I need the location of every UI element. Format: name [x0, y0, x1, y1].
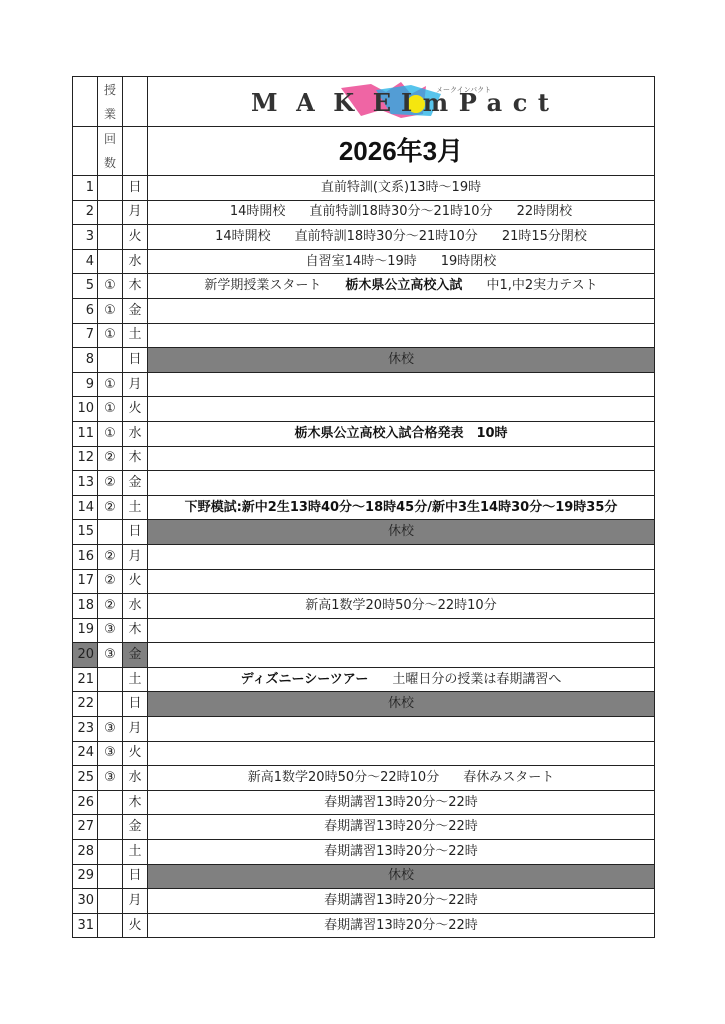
weekday: 水 — [123, 249, 148, 274]
event-cell — [148, 618, 655, 643]
event-text: 中1,中2実力テスト — [486, 278, 598, 294]
lesson-count — [98, 200, 123, 225]
event-cell — [148, 840, 655, 865]
lesson-count: ① — [98, 274, 123, 299]
day-number: 12 — [73, 446, 98, 471]
weekday: 金 — [123, 643, 148, 668]
weekday: 火 — [123, 397, 148, 422]
day-number: 28 — [73, 840, 98, 865]
event-cell — [148, 446, 655, 471]
event-text: 22時閉校 — [516, 204, 573, 220]
event-cell — [148, 913, 655, 938]
weekday: 月 — [123, 372, 148, 397]
day-number: 7 — [73, 323, 98, 348]
event-text: 19時閉校 — [440, 253, 497, 269]
table-row — [73, 176, 655, 201]
lesson-count: ① — [98, 397, 123, 422]
event-text: 新高1数学20時50分〜22時10分 — [305, 597, 497, 613]
weekday: 月 — [123, 200, 148, 225]
lesson-count-label-top — [98, 77, 123, 127]
event-cell — [148, 495, 655, 520]
closed-label: 休校 — [387, 696, 414, 712]
lesson-count — [98, 520, 123, 545]
table-row — [73, 594, 655, 619]
event-text: 栃木県公立高校入試 — [345, 278, 463, 294]
lesson-count: ③ — [98, 717, 123, 742]
event-cell — [148, 790, 655, 815]
weekday: 月 — [123, 544, 148, 569]
event-cell — [148, 643, 655, 668]
event-cell — [148, 717, 655, 742]
weekday: 日 — [123, 348, 148, 373]
lesson-count: ② — [98, 471, 123, 496]
table-row — [73, 348, 655, 373]
table-row — [73, 889, 655, 914]
weekday: 日 — [123, 692, 148, 717]
day-number: 22 — [73, 692, 98, 717]
day-number: 27 — [73, 815, 98, 840]
weekday: 火 — [123, 225, 148, 250]
lesson-count — [98, 790, 123, 815]
table-row — [73, 200, 655, 225]
header-blank — [73, 77, 98, 127]
event-cell — [148, 569, 655, 594]
table-row — [73, 643, 655, 668]
table-row — [73, 397, 655, 422]
event-cell — [148, 298, 655, 323]
day-number: 14 — [73, 495, 98, 520]
event-text: 土曜日分の授業は春期講習へ — [392, 671, 562, 687]
day-number: 31 — [73, 913, 98, 938]
lesson-count — [98, 864, 123, 889]
day-number: 29 — [73, 864, 98, 889]
lesson-count — [98, 348, 123, 373]
table-row — [73, 913, 655, 938]
event-text: 直前特訓(文系)13時〜19時 — [320, 179, 482, 195]
table-row — [73, 323, 655, 348]
event-text: 春休みスタート — [463, 770, 555, 786]
day-number: 4 — [73, 249, 98, 274]
event-text: 新学期授業スタート — [204, 278, 322, 294]
lesson-count — [98, 225, 123, 250]
event-text: 直前特訓18時30分〜21時10分 — [294, 228, 478, 244]
lesson-count — [98, 249, 123, 274]
header-blank — [123, 77, 148, 127]
day-number: 6 — [73, 298, 98, 323]
header-row-logo — [73, 77, 655, 127]
table-row — [73, 274, 655, 299]
closed-label: 休校 — [387, 524, 414, 540]
table-row — [73, 544, 655, 569]
make-impact-logo — [251, 80, 551, 120]
day-number: 1 — [73, 176, 98, 201]
closed-label: 休校 — [387, 351, 414, 367]
lesson-count: ③ — [98, 741, 123, 766]
day-number: 30 — [73, 889, 98, 914]
event-text: 14時開校 — [229, 204, 286, 220]
weekday: 火 — [123, 913, 148, 938]
lesson-count: ② — [98, 446, 123, 471]
table-row — [73, 249, 655, 274]
weekday: 水 — [123, 594, 148, 619]
event-cell — [148, 889, 655, 914]
day-number: 23 — [73, 717, 98, 742]
event-text: 春期講習13時20分〜22時 — [324, 819, 478, 835]
weekday: 火 — [123, 569, 148, 594]
table-row — [73, 717, 655, 742]
event-cell — [148, 815, 655, 840]
weekday: 日 — [123, 176, 148, 201]
weekday: 月 — [123, 717, 148, 742]
header-row-title — [73, 127, 655, 176]
day-number: 25 — [73, 766, 98, 791]
event-text: 新高1数学20時50分〜22時10分 — [247, 770, 440, 786]
day-number: 26 — [73, 790, 98, 815]
weekday: 木 — [123, 618, 148, 643]
event-text: 春期講習13時20分〜22時 — [324, 917, 478, 933]
table-row — [73, 471, 655, 496]
label-char: 回 — [103, 132, 116, 146]
table-row — [73, 790, 655, 815]
lesson-count: ① — [98, 323, 123, 348]
event-cell — [148, 421, 655, 446]
event-text: 下野模試:新中2生13時40分〜18時45分/新中3生14時30分〜19時35分 — [184, 499, 618, 515]
day-number: 18 — [73, 594, 98, 619]
event-text: ディズニーシーツアー — [240, 671, 369, 687]
day-number: 9 — [73, 372, 98, 397]
table-row — [73, 372, 655, 397]
table-row — [73, 766, 655, 791]
event-cell — [148, 225, 655, 250]
schedule-table — [72, 76, 655, 938]
day-number: 3 — [73, 225, 98, 250]
table-row — [73, 618, 655, 643]
day-number: 5 — [73, 274, 98, 299]
event-cell — [148, 176, 655, 201]
closed-label: 休校 — [387, 868, 414, 884]
event-cell — [148, 692, 655, 717]
svg-text:MAKE: MAKE — [251, 87, 391, 117]
lesson-count: ① — [98, 372, 123, 397]
weekday: 金 — [123, 471, 148, 496]
event-cell — [148, 766, 655, 791]
weekday: 木 — [123, 274, 148, 299]
event-text: 栃木県公立高校入試合格発表 10時 — [294, 425, 508, 441]
weekday: 土 — [123, 495, 148, 520]
event-cell — [148, 323, 655, 348]
lesson-count: ② — [98, 544, 123, 569]
day-number: 17 — [73, 569, 98, 594]
label-char: 授 — [103, 82, 116, 97]
weekday: 土 — [123, 323, 148, 348]
event-cell — [148, 372, 655, 397]
event-cell — [148, 667, 655, 692]
day-number: 24 — [73, 741, 98, 766]
table-row — [73, 840, 655, 865]
table-row — [73, 495, 655, 520]
event-text: 自習室14時〜19時 — [305, 253, 417, 269]
event-text: 直前特訓18時30分〜21時10分 — [309, 204, 493, 220]
lesson-count: ② — [98, 594, 123, 619]
weekday: 金 — [123, 815, 148, 840]
event-cell — [148, 249, 655, 274]
table-row — [73, 692, 655, 717]
lesson-count: ③ — [98, 643, 123, 668]
logo-cell — [148, 77, 655, 127]
header-blank — [123, 127, 148, 176]
table-row — [73, 446, 655, 471]
header-blank — [73, 127, 98, 176]
table-row — [73, 667, 655, 692]
event-text: 21時15分閉校 — [501, 228, 587, 244]
event-cell — [148, 274, 655, 299]
event-cell — [148, 348, 655, 373]
event-cell — [148, 397, 655, 422]
lesson-count — [98, 176, 123, 201]
day-number: 15 — [73, 520, 98, 545]
lesson-count: ② — [98, 569, 123, 594]
label-char: 数 — [103, 156, 116, 170]
event-text: 春期講習13時20分〜22時 — [324, 794, 478, 810]
svg-text:メークインパクト: メークインパクト — [436, 85, 492, 94]
table-row — [73, 741, 655, 766]
event-cell — [148, 594, 655, 619]
event-text: 春期講習13時20分〜22時 — [324, 893, 478, 909]
event-cell — [148, 471, 655, 496]
page-title: 2026年3月 — [148, 127, 655, 176]
table-row — [73, 569, 655, 594]
weekday: 木 — [123, 790, 148, 815]
lesson-count: ② — [98, 495, 123, 520]
weekday: 火 — [123, 741, 148, 766]
day-number: 13 — [73, 471, 98, 496]
day-number: 21 — [73, 667, 98, 692]
event-cell — [148, 520, 655, 545]
day-number: 10 — [73, 397, 98, 422]
table-row — [73, 864, 655, 889]
lesson-count: ③ — [98, 618, 123, 643]
event-cell — [148, 200, 655, 225]
lesson-count-label-bottom — [98, 127, 123, 176]
lesson-count — [98, 667, 123, 692]
day-number: 19 — [73, 618, 98, 643]
lesson-count: ① — [98, 421, 123, 446]
lesson-count — [98, 692, 123, 717]
day-number: 20 — [73, 643, 98, 668]
weekday: 日 — [123, 864, 148, 889]
weekday: 木 — [123, 446, 148, 471]
day-number: 2 — [73, 200, 98, 225]
weekday: 土 — [123, 667, 148, 692]
lesson-count — [98, 815, 123, 840]
lesson-count — [98, 889, 123, 914]
lesson-count — [98, 913, 123, 938]
weekday: 水 — [123, 766, 148, 791]
weekday: 月 — [123, 889, 148, 914]
lesson-count — [98, 840, 123, 865]
table-row — [73, 815, 655, 840]
table-row — [73, 298, 655, 323]
weekday: 日 — [123, 520, 148, 545]
weekday: 土 — [123, 840, 148, 865]
day-number: 11 — [73, 421, 98, 446]
event-cell — [148, 741, 655, 766]
label-char: 業 — [103, 106, 116, 121]
weekday: 水 — [123, 421, 148, 446]
weekday: 金 — [123, 298, 148, 323]
table-row — [73, 520, 655, 545]
table-row — [73, 225, 655, 250]
day-number: 16 — [73, 544, 98, 569]
event-text: 春期講習13時20分〜22時 — [324, 843, 478, 859]
svg-text:ImPact: ImPact — [401, 87, 549, 117]
event-cell — [148, 544, 655, 569]
day-number: 8 — [73, 348, 98, 373]
table-row — [73, 421, 655, 446]
lesson-count: ③ — [98, 766, 123, 791]
event-cell — [148, 864, 655, 889]
event-text: 14時開校 — [215, 228, 271, 244]
lesson-count: ① — [98, 298, 123, 323]
